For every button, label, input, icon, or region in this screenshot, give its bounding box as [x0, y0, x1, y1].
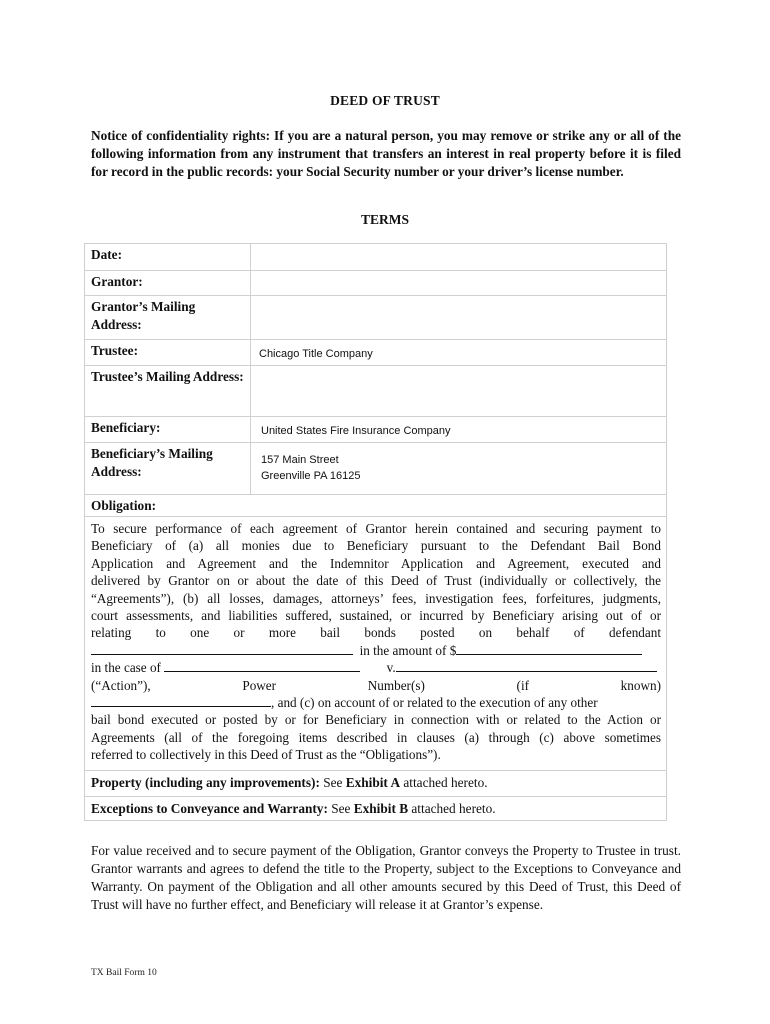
obligation-line: court assessments, and liabilities suffered, sustained, or incurred by Beneficiary arising out of or — [91, 608, 661, 624]
exceptions-suffix: attached hereto. — [411, 801, 496, 816]
beneficiary-address-line2: Greenville PA 16125 — [261, 469, 361, 482]
numbers-label: Number(s) — [367, 677, 425, 693]
exceptions-exhibit-link: Exhibit B — [353, 801, 409, 816]
beneficiary-label: Beneficiary: — [91, 420, 161, 435]
terms-row-trustee — [85, 340, 666, 366]
trustee-field[interactable] — [250, 340, 667, 365]
document-title: DEED OF TRUST — [330, 93, 440, 108]
exceptions-see: See — [331, 801, 351, 816]
trustee-address-label: Trustee’s Mailing Address: — [91, 369, 244, 384]
property-text — [91, 774, 488, 791]
case-text: in the case of — [91, 660, 161, 676]
obligation-line: relating to one or more bail bonds posted on behalf of defendant — [91, 625, 661, 641]
case-defendant-blank[interactable] — [396, 660, 657, 672]
amount-line — [91, 642, 661, 659]
terms-row-obligation-text — [85, 517, 666, 771]
property-exhibit-link: Exhibit A — [345, 775, 401, 790]
date-label: Date: — [91, 247, 123, 262]
beneficiary-address-label: Beneficiary’s Mailing Address: — [91, 446, 213, 479]
grantor-address-field[interactable] — [250, 296, 667, 339]
if-label: (if — [516, 677, 529, 693]
beneficiary-address-line1: 157 Main Street — [261, 454, 339, 466]
beneficiary-value: United States Fire Insurance Company — [261, 425, 451, 437]
terms-row-beneficiary-address — [85, 443, 666, 495]
terms-row-property — [85, 771, 666, 797]
terms-row-grantor — [85, 271, 666, 296]
terms-row-grantor-address — [85, 296, 666, 340]
case-line — [91, 659, 661, 676]
terms-row-beneficiary — [85, 417, 666, 443]
beneficiary-field[interactable] — [250, 417, 667, 442]
defendant-blank[interactable] — [91, 643, 353, 655]
property-suffix: attached hereto. — [403, 775, 488, 790]
grantor-label: Grantor: — [91, 274, 143, 289]
obligation-line: Application and Agreement and the Indemnitor Application and Agreement, executed and — [91, 555, 661, 571]
versus-text: v. — [386, 660, 396, 676]
power-number-line — [91, 694, 661, 711]
amount-blank[interactable] — [456, 643, 642, 655]
case-plaintiff-blank[interactable] — [164, 660, 360, 672]
obligation-label: Obligation: — [91, 498, 157, 513]
terms-row-date — [85, 244, 666, 271]
property-label: Property (including any improvements): — [91, 775, 320, 790]
obligation-line: Beneficiary of (a) all monies due to Beneficiary pursuant to the Defendant Bail Bond — [91, 538, 661, 554]
obligation-line: To secure performance of each agreement of Grantor herein contained and securing payment to — [91, 521, 661, 536]
terms-row-exceptions — [85, 797, 666, 821]
trustee-value: Chicago Title Company — [259, 348, 373, 360]
obligation-line: “Agreements”), (b) all losses, damages, attorneys’ fees, investigation fees, forfeitures, judgments, — [91, 590, 661, 606]
confidentiality-notice: Notice of confidentiality rights: If you are a natural person, you may remove or strike any or all of the following information from any instrument that transfers an interest in real property before it is filed for record in the public records: your Social Security number or your driver’s license number. — [91, 128, 681, 180]
grantor-address-label: Grantor’s Mailing Address: — [91, 299, 196, 332]
exceptions-label: Exceptions to Conveyance and Warranty: — [91, 801, 328, 816]
beneficiary-address-field[interactable] — [250, 443, 667, 494]
obligation-line: delivered by Grantor on or about the date of this Deed of Trust (individually or collectively, the — [91, 573, 661, 589]
continuation-text: , and (c) on account of or related to the execution of any other — [271, 695, 598, 711]
trustee-address-field[interactable] — [250, 366, 667, 416]
amount-text: in the amount of $ — [359, 642, 457, 658]
obligation-line: bail bond executed or posted by or for Beneficiary in connection with or related to the Action or — [91, 712, 661, 728]
power-label: Power — [242, 677, 277, 693]
obligation-line: referred to collectively in this Deed of Trust as the “Obligations”). — [91, 747, 441, 763]
form-footer: TX Bail Form 10 — [91, 968, 157, 978]
terms-row-trustee-address — [85, 366, 666, 417]
terms-heading: TERMS — [360, 212, 409, 227]
known-label: known) — [620, 677, 661, 693]
obligation-line: Agreements (all of the foregoing items described in clauses (a) through (c) above sometimes — [91, 729, 661, 745]
date-field[interactable] — [250, 244, 667, 270]
power-number-blank[interactable] — [91, 695, 271, 707]
trustee-label: Trustee: — [91, 343, 139, 358]
terms-table — [84, 243, 667, 821]
exceptions-text — [91, 800, 496, 817]
action-label: (“Action”), — [91, 677, 151, 693]
terms-row-obligation-header — [85, 495, 666, 517]
property-see: See — [323, 775, 343, 790]
grantor-field[interactable] — [250, 271, 667, 295]
power-line — [91, 677, 661, 694]
obligation-text — [91, 520, 661, 764]
conveyance-paragraph: For value received and to secure payment of the Obligation, Grantor conveys the Property to Trustee in trust. Grantor warrants and agrees to defend the title to the Property, subject to the Exceptions to Conveyance and Warranty. On payment of the Obligation and all other amounts secured by this Deed of Trust, this Deed of Trust will have no further effect, and Beneficiary will release it at Grantor’s expense. — [91, 843, 681, 912]
